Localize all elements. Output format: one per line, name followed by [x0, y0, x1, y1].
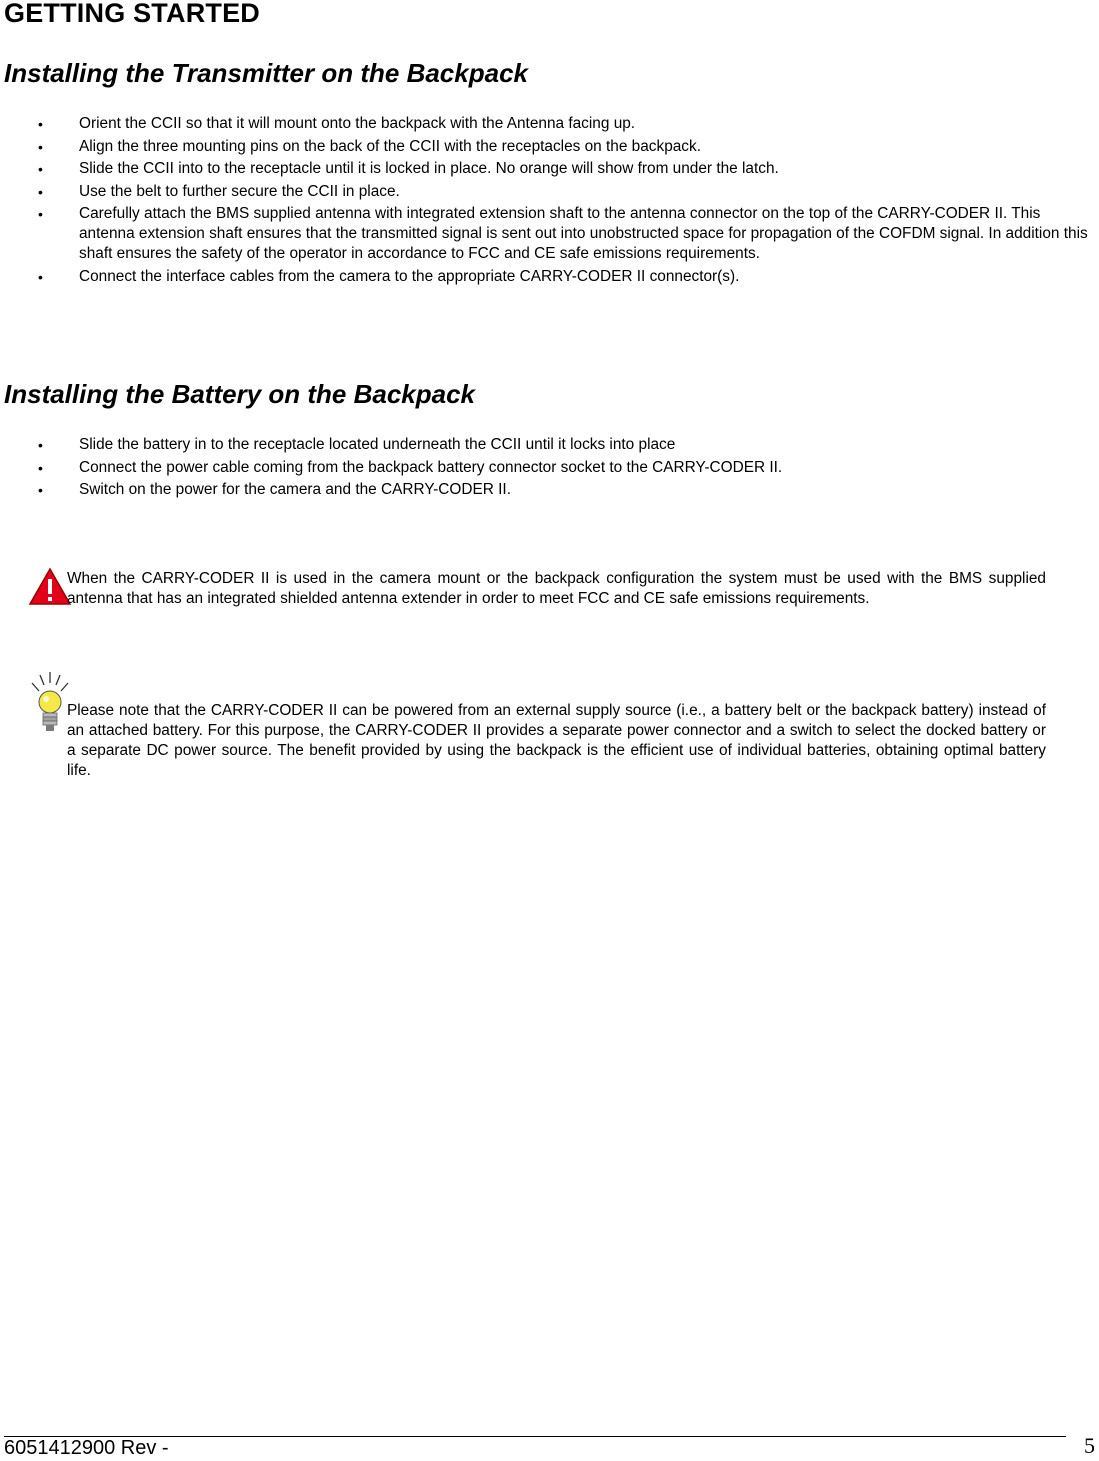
- section-heading-battery: Installing the Battery on the Backpack: [4, 379, 476, 409]
- warning-text: When the CARRY-CODER II is used in the camera mount or the backpack configuration the system must be used with the BMS supplied antenna that has an integrated shielded antenna extender in order to meet FCC and CE safe emissions requirements.: [67, 570, 1046, 607]
- tip-text: Please note that the CARRY-CODER II can be powered from an external supply source (i.e., a battery belt or the backpack battery) instead of an attached battery. For this purpose, the CARRY-CODER II provides a separate power connector and a switch to select the docked battery or a separate DC power source. The benefit provided by using the backpack is the efficient use of individual batteries, obtaining optimal battery life.: [67, 702, 1046, 779]
- bullet-icon: •: [38, 116, 43, 132]
- bullet-icon: •: [38, 437, 43, 453]
- list-item: [0, 267, 1099, 287]
- bullet-icon: •: [38, 206, 43, 222]
- bullet-icon: •: [38, 459, 43, 476]
- list-item: [0, 137, 1099, 157]
- bullet-icon: •: [38, 183, 43, 200]
- lightbulb-icon: [28, 669, 72, 744]
- list-item-text: Carefully attach the BMS supplied antenna with integrated extension shaft to the antenna connector on the top of the CARRY-CODER II. This antenna extension shaft ensures that the transmitted signal is sent out into unobstructed space for propagation of the COFDM signal. In addition this shaft ensures the safety of the operator in accordance to FCC and CE safe emissions requirements.: [79, 205, 1088, 262]
- footer-doc-number: 6051412900 Rev -: [4, 1437, 169, 1459]
- list-item: [0, 159, 1099, 179]
- list-item-text: Connect the interface cables from the camera to the appropriate CARRY-CODER II connector(s).: [79, 267, 740, 285]
- transmitter-steps-list: [0, 114, 1099, 289]
- list-item-text: Slide the CCII into to the receptacle until it is locked in place. No orange will show from under the latch.: [79, 160, 779, 177]
- list-item-text: Orient the CCII so that it will mount onto the backpack with the Antenna facing up.: [79, 115, 636, 132]
- list-item-text: Use the belt to further secure the CCII in place.: [79, 182, 400, 200]
- page-number: 5: [1084, 1433, 1095, 1458]
- bullet-icon: •: [38, 161, 43, 177]
- list-item: [0, 458, 1099, 478]
- list-item-text: Switch on the power for the camera and the CARRY-CODER II.: [79, 481, 511, 498]
- list-item: [0, 182, 1099, 202]
- section-heading-transmitter: Installing the Transmitter on the Backpack: [4, 58, 528, 88]
- list-item: [0, 204, 1099, 264]
- list-item: [0, 114, 1099, 134]
- warning-icon: [28, 567, 72, 612]
- list-item: [0, 435, 1099, 455]
- page-title: GETTING STARTED: [4, 0, 260, 28]
- list-item-text: Align the three mounting pins on the back of the CCII with the receptacles on the backpack.: [79, 137, 701, 155]
- bullet-icon: •: [38, 138, 43, 155]
- bullet-icon: •: [38, 482, 43, 498]
- list-item-text: Connect the power cable coming from the backpack battery connector socket to the CARRY-CODER II.: [79, 458, 783, 476]
- bullet-icon: •: [38, 268, 43, 285]
- list-item-text: Slide the battery in to the receptacle located underneath the CCII until it locks into place: [79, 436, 676, 453]
- battery-steps-list: [0, 435, 1099, 503]
- list-item: [0, 480, 1099, 500]
